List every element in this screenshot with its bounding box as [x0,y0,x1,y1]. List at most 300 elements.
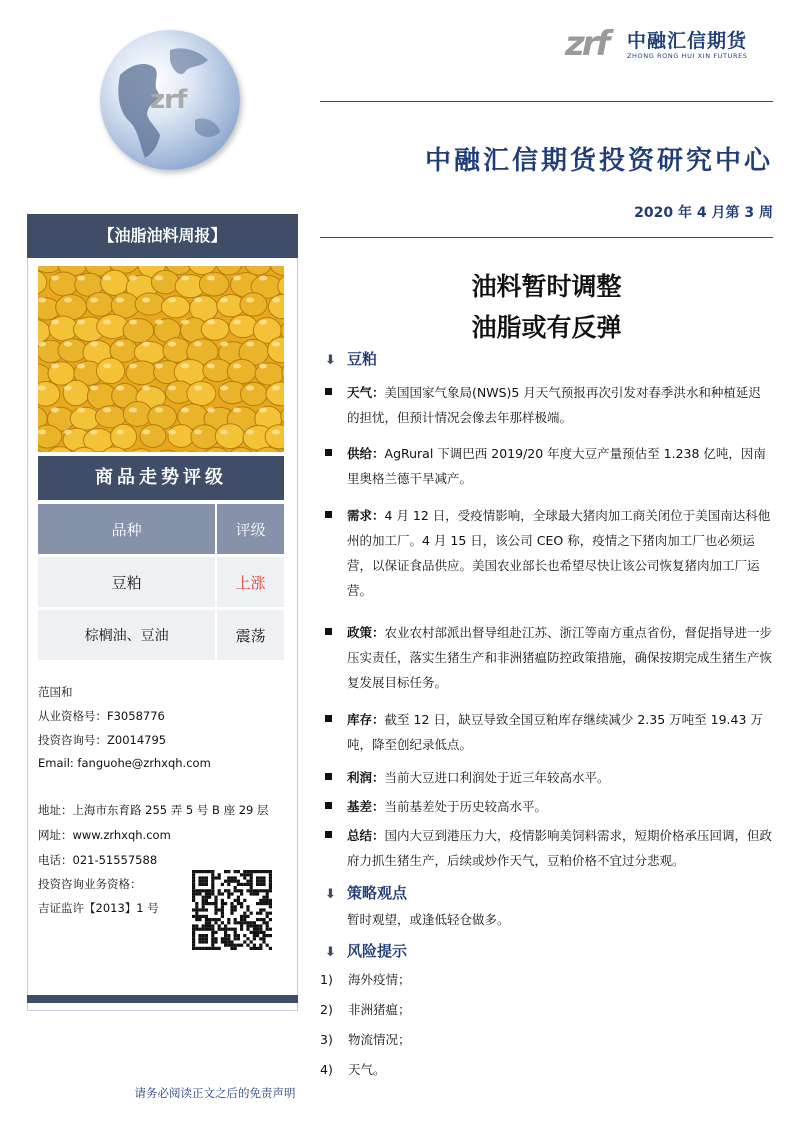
soybean-highlight [207,364,215,369]
qr-module [205,940,208,943]
qr-module [218,908,221,911]
qr-module [221,892,224,895]
qr-module [240,915,243,918]
item-label: 基差： [347,799,385,814]
qr-module [240,889,243,892]
soybean-highlight [129,408,137,413]
qr-module [269,889,272,892]
qr-module [218,947,221,950]
soybean-highlight [64,386,72,391]
qr-module [227,944,230,947]
soybean-shape [96,358,124,384]
qr-module [259,944,262,947]
analyst-name: 范国和 [38,685,73,699]
qr-module [192,873,195,876]
qr-module [211,889,214,892]
rating-table-header [38,504,284,556]
research-center-title: 中融汇信期货投资研究中心 [424,146,773,176]
qr-module [202,947,205,950]
qr-module [202,899,205,902]
qr-module [221,905,224,908]
qr-module [202,924,205,927]
phone-number: 电话：021-51557588 [38,853,158,867]
soybean-highlight [181,364,189,369]
qr-module [192,886,195,889]
bullet-icon [325,715,332,722]
qr-module [192,940,195,943]
soybean-highlight [38,386,46,391]
qr-module [198,908,201,911]
soybean-highlight [207,276,215,281]
table-row [38,556,284,609]
soybean-highlight [64,342,72,347]
soybean-shape [191,425,219,449]
qr-module [211,870,214,873]
qr-module [259,883,262,886]
qr-module [214,912,217,915]
qr-module [198,937,201,940]
qr-module [195,928,198,931]
qr-module [192,876,195,879]
soybean-highlight [77,320,85,325]
soybean-highlight [181,452,189,453]
qr-module [237,902,240,905]
qr-module [214,908,217,911]
qr-module [240,944,243,947]
qr-module [218,892,221,895]
email-link[interactable]: Email: fanguohe@zrhxqh.com [38,756,211,770]
qr-module [234,886,237,889]
qr-module [221,899,224,902]
qr-module [202,876,205,879]
qr-module [218,918,221,921]
soybean-highlight [64,430,72,435]
soybean-shape [241,382,268,405]
qr-module [224,940,227,943]
qr-module [250,892,253,895]
qr-module [237,896,240,899]
qr-module [230,944,233,947]
soybean-highlight [142,430,150,435]
qr-module [259,908,262,911]
qr-module [227,896,230,899]
qr-module [266,924,269,927]
soybean-highlight [51,408,59,413]
product-cell: 棕榈油、豆油 [38,609,216,661]
qr-module [250,886,253,889]
soybean-highlight [272,342,280,347]
brand-logo [565,20,775,70]
website-link[interactable]: 网址：www.zrhxqh.com [38,828,171,842]
col-header-rating: 评级 [216,504,284,556]
item-text: 当前大豆进口利润处于近三年较高水平。 [384,770,610,785]
qr-module [243,873,246,876]
item-label: 需求： [347,508,385,523]
soybean-highlight [246,298,254,303]
bullet-icon [325,802,332,809]
soybean-highlight [194,386,202,391]
soybean-shape [187,381,216,405]
qr-module [256,892,259,895]
soybean-shape [152,450,182,452]
qr-module [227,940,230,943]
qr-module [259,870,262,873]
qr-module [198,892,201,895]
qr-module [202,905,205,908]
brand-mark: zrf [565,24,608,64]
qualification-label: 投资咨询业务资格： [38,877,142,891]
qr-module [192,908,195,911]
qr-module [192,931,195,934]
globe-logo-image [100,30,240,170]
qr-module [205,883,208,886]
soybean-highlight [155,408,163,413]
soybean-highlight [51,320,59,325]
soybean-shape [86,292,114,316]
soybean-highlight [90,430,98,435]
soybean-highlight [116,342,124,347]
soybean-highlight [233,364,241,369]
qr-module [195,915,198,918]
qr-code-image[interactable] [187,870,277,950]
qr-module [256,870,259,873]
bullet-icon [325,831,332,838]
qr-module [253,937,256,940]
soybeans-image [38,266,284,452]
qualification-value: 吉证监许【2013】1 号 [38,901,159,915]
qr-module [237,889,240,892]
soybean-highlight [116,298,124,303]
qr-module [230,880,233,883]
qr-module [205,915,208,918]
qr-module [202,934,205,937]
qr-module [240,873,243,876]
table-row [38,609,284,661]
qr-module [224,880,227,883]
qr-module [253,931,256,934]
qr-module [269,902,272,905]
qr-module [211,934,214,937]
license-number: 从业资格号：F3058776 [38,709,165,723]
qr-module [266,896,269,899]
item-label: 总结： [347,828,385,843]
qr-module [205,899,208,902]
qr-module [259,918,262,921]
soybean-highlight [181,408,189,413]
qr-module [259,931,262,934]
soybean-highlight [90,342,98,347]
qr-module [195,889,198,892]
qr-module [221,883,224,886]
qr-module [205,921,208,924]
soybean-shape [49,272,78,296]
soybean-highlight [103,408,111,413]
qr-module [234,908,237,911]
qr-module [259,924,262,927]
qr-module [221,940,224,943]
qr-module [246,870,249,873]
qr-module [262,931,265,934]
qr-module [227,883,230,886]
globe-brand-mark: zrf [150,85,187,115]
list-item [325,823,773,873]
qr-module [205,918,208,921]
soybean-highlight [220,342,228,347]
qr-module [211,892,214,895]
qr-module [269,934,272,937]
qr-module [224,870,227,873]
section-heading-soymeal: ⬇ 豆粕 [325,350,378,368]
soybean-highlight [259,276,267,281]
qr-module [262,921,265,924]
qr-module [221,921,224,924]
qr-module [250,924,253,927]
qr-module [234,918,237,921]
soybean-highlight [38,342,46,347]
qr-module [224,944,227,947]
bullet-icon [325,449,332,456]
qr-module [205,889,208,892]
qr-module [234,899,237,902]
qr-module [214,931,217,934]
qr-module [250,873,253,876]
qr-module [269,928,272,931]
qr-module [195,924,198,927]
qr-module [198,934,201,937]
soybean-highlight [103,320,111,325]
qr-module [221,902,224,905]
qr-module [269,918,272,921]
qr-module [195,918,198,921]
qr-module [205,937,208,940]
qr-module [211,944,214,947]
soybean-highlight [233,408,241,413]
qr-module [227,921,230,924]
list-item [325,707,773,757]
qr-module [224,889,227,892]
qr-module [256,934,259,937]
list-item [325,441,773,491]
qr-module [250,912,253,915]
qr-module [256,928,259,931]
qr-module [240,921,243,924]
qr-module [262,940,265,943]
rating-table [38,504,284,660]
soybean-highlight [64,298,72,303]
bullet-icon [325,628,332,635]
soybean-highlight [233,276,241,281]
section-arrow-icon: ⬇ [325,353,336,368]
col-header-product: 品种 [38,504,216,556]
qr-module [208,902,211,905]
qr-module [243,915,246,918]
soybean-highlight [181,320,189,325]
soybean-highlight [194,298,202,303]
qr-module [246,908,249,911]
soybean-shape [38,270,47,295]
qr-module [256,902,259,905]
sidebar-bottom-bar [27,995,298,1003]
soybean-highlight [194,342,202,347]
qr-module [253,921,256,924]
qr-module [211,924,214,927]
soybean-shape [229,315,257,338]
qr-module [234,944,237,947]
qr-module [269,876,272,879]
qr-module [234,876,237,879]
qr-module [234,934,237,937]
qr-module [253,924,256,927]
soybean-highlight [77,408,85,413]
qr-module [205,892,208,895]
qr-module [269,947,272,950]
qr-module [202,937,205,940]
report-type-title: 【油脂油料周报】 [27,214,298,258]
soybean-highlight [220,386,228,391]
qr-module [243,921,246,924]
qr-module [227,928,230,931]
qr-module [262,870,265,873]
qr-module [214,905,217,908]
soybean-highlight [103,364,111,369]
qr-module [218,924,221,927]
qr-module [192,880,195,883]
qr-module [243,918,246,921]
qr-module [205,908,208,911]
qr-module [269,899,272,902]
qr-module [246,883,249,886]
report-title-line1: 油料暂时调整 [471,272,622,301]
soybean-highlight [246,386,254,391]
qr-module [266,912,269,915]
qr-module [246,905,249,908]
qr-module [243,912,246,915]
qr-module [262,896,265,899]
qr-module [259,889,262,892]
qr-module [202,870,205,873]
soybean-shape [282,361,284,385]
qr-module [230,947,233,950]
qr-module [202,896,205,899]
item-label: 供给： [347,446,385,461]
qr-module [237,921,240,924]
soybean-highlight [142,342,150,347]
qr-module [205,896,208,899]
qr-module [253,889,256,892]
qr-module [262,899,265,902]
soybean-shape [168,425,194,448]
qr-module [243,940,246,943]
qr-module [195,905,198,908]
qr-module [192,889,195,892]
qr-module [208,928,211,931]
qr-module [192,937,195,940]
qr-module [230,905,233,908]
qr-module [205,870,208,873]
qr-module [205,902,208,905]
qr-module [256,931,259,934]
qr-module [234,931,237,934]
soybean-highlight [155,320,163,325]
qr-module [240,928,243,931]
qr-module [253,928,256,931]
qr-module [211,931,214,934]
qr-module [221,915,224,918]
soybean-shape [127,449,155,452]
qr-module [256,924,259,927]
qr-module [198,940,201,943]
qr-module [227,876,230,879]
soybean-highlight [129,320,137,325]
item-text: 当前基差处于历史较高水平。 [384,799,548,814]
soybean-highlight [142,298,150,303]
bullet-icon [325,511,332,518]
soybean-highlight [129,364,137,369]
soybean-shape [135,293,165,315]
item-text: 美国国家气象局(NWS)5 月天气预报再次引发对春季洪水和种植延迟的担忧，但预计情况会像去年那样极端。 [347,385,761,425]
qr-module [224,934,227,937]
product-cell: 豆粕 [38,556,216,609]
soybean-highlight [168,386,176,391]
item-label: 库存： [347,712,385,727]
qr-module [214,947,217,950]
soybean-highlight [272,298,280,303]
soybean-highlight [168,342,176,347]
qr-module [198,883,201,886]
qr-module [256,880,259,883]
qr-module [202,889,205,892]
item-text: 国内大豆到港压力大，疫情影响美饲料需求，短期价格承压回调，但政府力抓生猪生产，后续或炒作天气，豆粕价格不宜过分悲观。 [347,828,773,868]
qr-module [250,940,253,943]
qr-module [256,912,259,915]
qr-module [214,918,217,921]
qr-module [250,880,253,883]
qr-module [198,880,201,883]
header-rule-bottom [320,237,773,238]
soybean-shape [101,270,129,295]
qr-module [202,908,205,911]
soybean-highlight [220,298,228,303]
soybean-highlight [181,276,189,281]
qr-module [205,924,208,927]
soybean-highlight [207,408,215,413]
item-text: 农业农村部派出督导组赴江苏、浙江等南方重点省份，督促指导进一步压实责任，落实生猪生产和非洲猪瘟防控政策措施，确保按期完成生猪生产恢复发展目标任务。 [347,625,773,690]
qr-module [214,902,217,905]
qr-module [202,902,205,905]
qr-module [259,899,262,902]
qr-module [266,870,269,873]
disclaimer-note[interactable]: 请务必阅读正文之后的免责声明 [134,1086,296,1100]
qr-module [266,915,269,918]
soybean-highlight [77,364,85,369]
qr-module [253,947,256,950]
soybean-highlight [207,320,215,325]
rating-section-title: 商品走势评级 [38,456,284,500]
qr-module [218,928,221,931]
qr-module [243,883,246,886]
qr-module [253,892,256,895]
brand-name-en: ZHONG RONG HUI XIN FUTURES [627,52,748,60]
qr-code-pattern [187,870,277,950]
qr-module [227,892,230,895]
qr-module [224,937,227,940]
qr-module [202,928,205,931]
soybean-highlight [220,430,228,435]
qr-module [205,928,208,931]
soybean-highlight [194,430,202,435]
qr-module [214,940,217,943]
item-text: 4 月 12 日，受疫情影响，全球最大猪肉加工商关闭位于美国南达科他州的加工厂。4 月 15 日，该公司 CEO 称，疫情之下猪肉加工厂也必须运营，以保证食品供应。美国农业部长也希望尽快让该公司恢复猪肉加工厂运营。 [347,508,771,598]
